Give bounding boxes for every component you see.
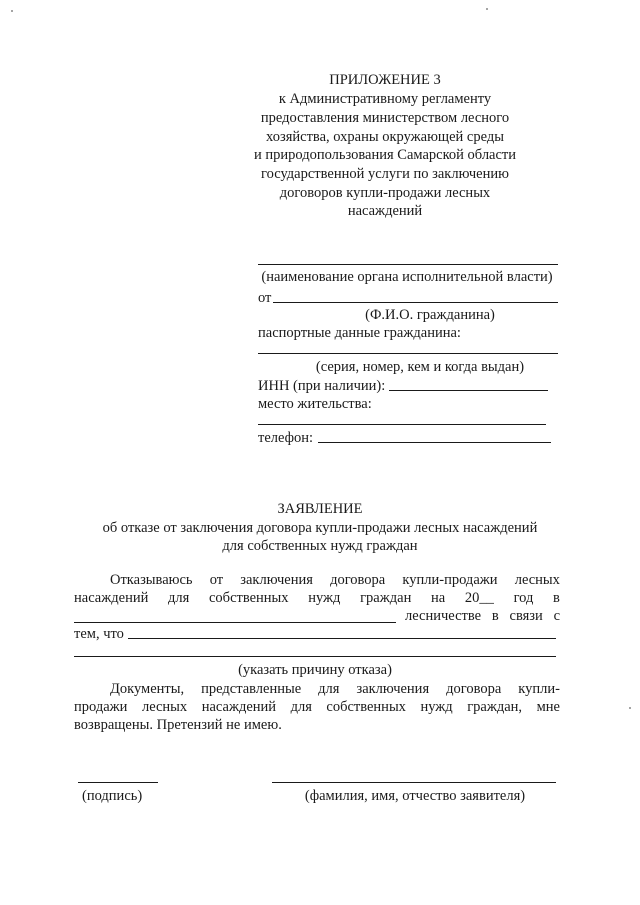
appendix-line: хозяйства, охраны окружающей среды bbox=[266, 129, 504, 145]
word: купли- bbox=[518, 681, 560, 697]
appendix-title: ПРИЛОЖЕНИЕ 3 bbox=[329, 72, 441, 88]
inn-label: ИНН (при наличии): bbox=[258, 378, 386, 394]
reason-label: тем, что bbox=[74, 626, 124, 642]
word: лесничестве bbox=[405, 608, 482, 624]
word: нужд bbox=[308, 590, 341, 606]
reason-caption: (указать причину отказа) bbox=[238, 662, 392, 678]
passport-line[interactable] bbox=[258, 353, 558, 354]
appendix-line: к Административному регламенту bbox=[278, 91, 492, 107]
word: договора bbox=[446, 681, 502, 697]
statement-subtitle: об отказе от заключения договора купли-продажи лесных насаждений bbox=[102, 520, 538, 536]
appendix-line: и природопользования Самарской области bbox=[253, 147, 517, 163]
word: представленные bbox=[201, 681, 302, 697]
fio-caption: (Ф.И.О. гражданина) bbox=[365, 307, 495, 323]
word: лесных bbox=[514, 572, 560, 588]
word: граждан, bbox=[467, 699, 523, 715]
paragraph-line bbox=[74, 698, 560, 716]
word: в bbox=[553, 590, 560, 606]
word: нужд bbox=[420, 699, 453, 715]
word: заключения bbox=[240, 572, 313, 588]
residence-line[interactable] bbox=[258, 424, 546, 425]
word: с bbox=[553, 608, 560, 624]
paragraph-line bbox=[74, 589, 560, 607]
word: Документы, bbox=[110, 681, 185, 697]
word: на bbox=[431, 590, 446, 606]
statement-subtitle: для собственных нужд граждан bbox=[222, 538, 418, 554]
word: мне bbox=[536, 699, 560, 715]
appendix-line: насаждений bbox=[347, 203, 423, 219]
scan-mark bbox=[486, 8, 488, 10]
word: связи bbox=[509, 608, 543, 624]
word: продажи bbox=[74, 699, 128, 715]
authority-line[interactable] bbox=[258, 264, 558, 265]
appendix-line: государственной услуги по заключению bbox=[261, 166, 509, 182]
signature-line[interactable] bbox=[78, 782, 158, 783]
authority-caption: (наименование органа исполнительной власти) bbox=[261, 269, 553, 285]
scan-mark bbox=[629, 707, 631, 709]
inn-line[interactable] bbox=[389, 390, 548, 391]
from-label: от bbox=[258, 290, 272, 306]
word: Отказываюсь bbox=[110, 572, 193, 588]
paragraph-line bbox=[110, 571, 560, 589]
applicant-name-line[interactable] bbox=[273, 302, 558, 303]
year-field[interactable]: 20__ bbox=[464, 590, 494, 606]
residence-label: место жительства: bbox=[258, 396, 372, 412]
forestry-name-line[interactable] bbox=[74, 622, 396, 623]
word: насаждений bbox=[201, 699, 277, 715]
word: для bbox=[290, 699, 312, 715]
word: в bbox=[491, 608, 499, 624]
word: собственных bbox=[326, 699, 406, 715]
word: для bbox=[318, 681, 340, 697]
paragraph-line bbox=[110, 680, 560, 698]
word: насаждений bbox=[74, 590, 149, 606]
passport-label: паспортные данные гражданина: bbox=[258, 325, 461, 341]
phone-label: телефон: bbox=[258, 430, 314, 446]
phone-line[interactable] bbox=[318, 442, 551, 443]
fullname-caption: (фамилия, имя, отчество заявителя) bbox=[304, 788, 526, 804]
passport-caption: (серия, номер, кем и когда выдан) bbox=[315, 359, 525, 375]
reason-line[interactable] bbox=[128, 638, 556, 639]
word: граждан bbox=[360, 590, 412, 606]
word: лесных bbox=[141, 699, 188, 715]
appendix-line: предоставления министерством лесного bbox=[260, 110, 510, 126]
statement-title: ЗАЯВЛЕНИЕ bbox=[277, 501, 363, 517]
word: год bbox=[513, 590, 534, 606]
word: собственных bbox=[209, 590, 289, 606]
word: купли-продажи bbox=[402, 572, 498, 588]
word: от bbox=[209, 572, 224, 588]
word: договора bbox=[330, 572, 386, 588]
signature-caption: (подпись) bbox=[82, 788, 143, 804]
reason-line-2[interactable] bbox=[74, 656, 556, 657]
paragraph-line: возвращены. Претензий не имею. bbox=[74, 717, 282, 733]
scan-mark bbox=[11, 10, 13, 12]
paragraph-line bbox=[405, 607, 560, 625]
applicant-fullname-line[interactable] bbox=[272, 782, 556, 783]
word: заключения bbox=[356, 681, 430, 697]
appendix-line: договоров купли-продажи лесных bbox=[279, 185, 491, 201]
word: для bbox=[168, 590, 190, 606]
